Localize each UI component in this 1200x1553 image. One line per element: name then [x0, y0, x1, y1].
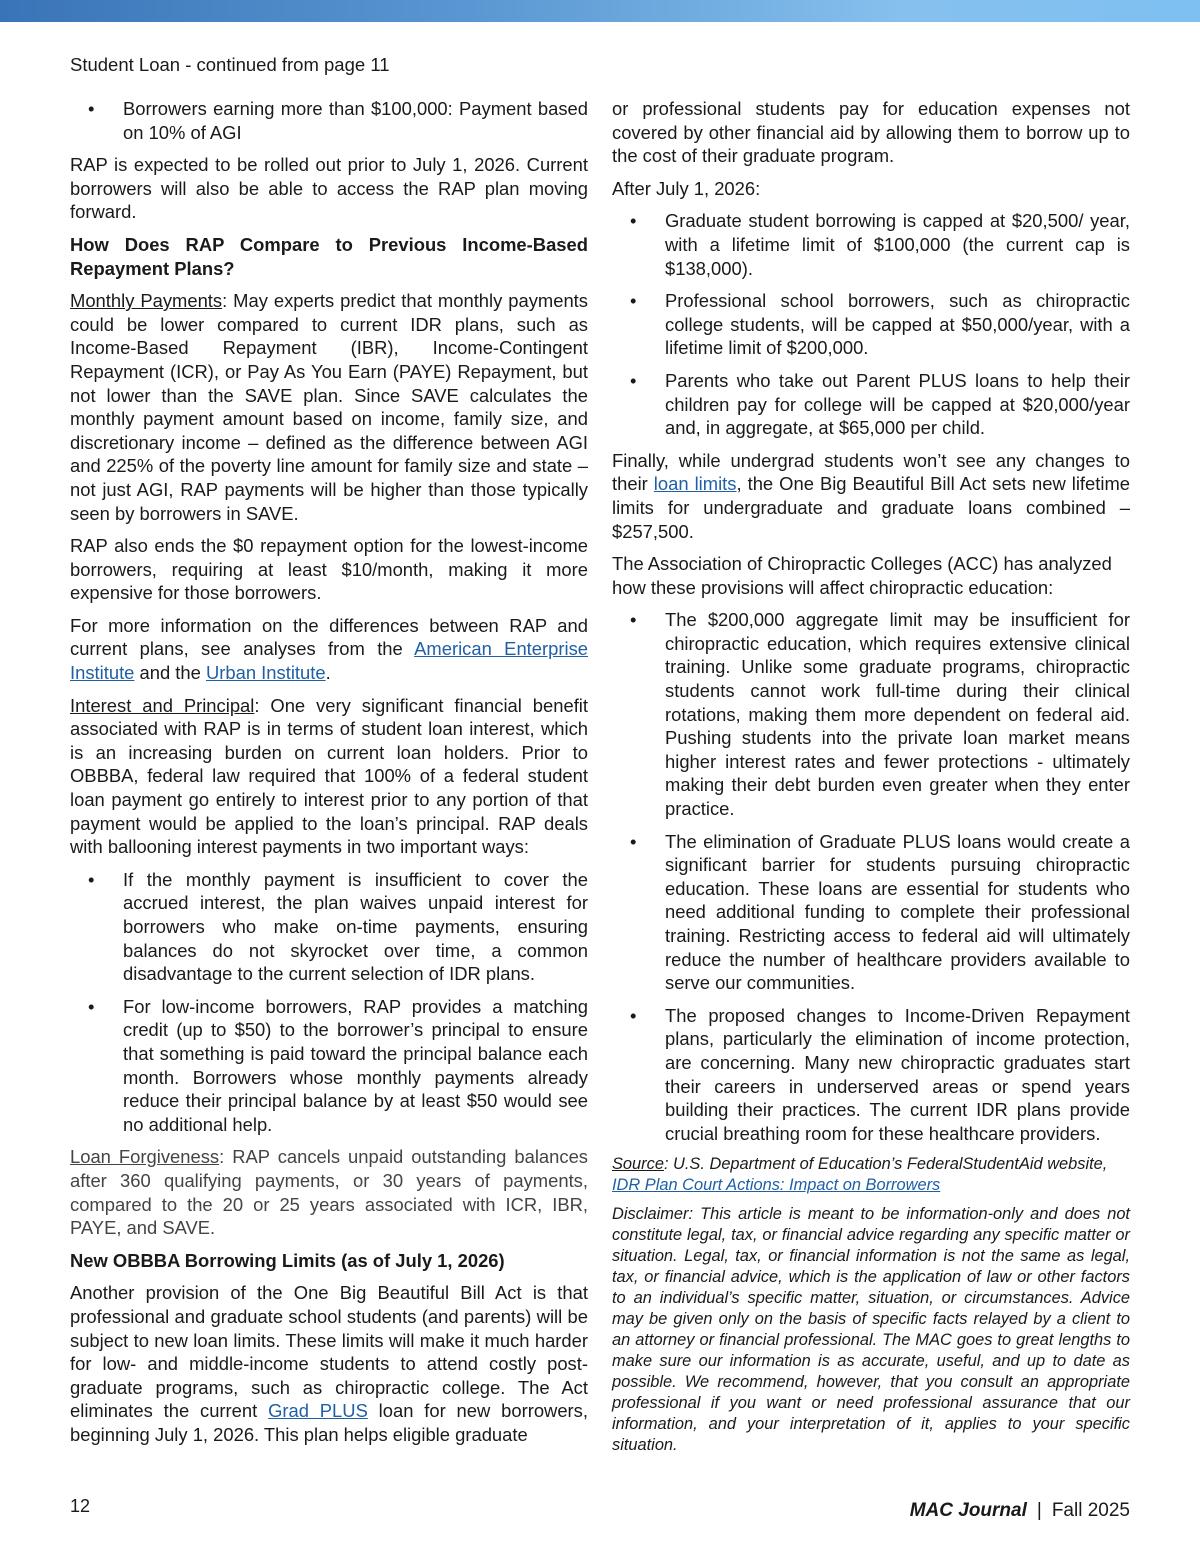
subheading: Monthly Payments: [70, 290, 223, 312]
source-link[interactable]: IDR Plan Court Actions: Impact on Borrowers: [612, 1176, 941, 1195]
list-item: • Parents who take out Parent PLUS loans to help their children pay for college will be capped at $20,000/year and, in aggregate, at $65,000 per child.: [665, 369, 1130, 440]
paragraph: [70, 1145, 588, 1239]
text: : U.S. Department of Education’s FederalStudentAid website,: [663, 1155, 1108, 1174]
paragraph: RAP is expected to be rolled out prior to July 1, 2026. Current borrowers will also be able to access the RAP plan moving forward.: [70, 154, 588, 223]
text: : RAP cancels unpaid outstanding balances after 360 qualifying payments, or 30 years of payments, compared to the 20 or 25 years associated with ICR, IBR, PAYE, and SAVE.: [70, 1146, 588, 1239]
list-item: • For low-income borrowers, RAP provides a matching credit (up to $50) to the borrower’s principal to ensure that something is paid toward the principal balance each month. Borrowers whose monthly payments already reduce their principal balance by at least $50 would see no additional help.: [123, 995, 588, 1137]
source-label: Source: [612, 1155, 664, 1174]
subheading: Interest and Principal: [70, 694, 255, 716]
paragraph: [70, 614, 588, 685]
list-item: • The $200,000 aggregate limit may be insufficient for chiropractic education, which requires extensive clinical training. Unlike some graduate programs, chiropractic students cannot work full-time during their clinical rotations, making them more dependent on federal aid. Pushing students into the private loan market means higher interest rates and fewer protections - ultimately making their debt burden even greater when they enter practice.: [665, 608, 1130, 820]
paragraph: After July 1, 2026:: [612, 177, 761, 199]
list-item: • The elimination of Graduate PLUS loans would create a significant barrier for students pursuing chiropractic education. These loans are essential for students who need additional funding to complete their professional training. Restricting access to federal aid will ultimately reduce the number of healthcare providers available to serve our communities.: [665, 830, 1130, 995]
link-aei[interactable]: American Enterprise Institute: [70, 638, 588, 684]
text: Finally, while undergrad students won’t see any changes to their: [612, 449, 1130, 495]
link-loan-limits[interactable]: loan limits: [653, 473, 737, 495]
paragraph: or professional students pay for education expenses not covered by other financial aid by allowing them to borrow up to the cost of their graduate program.: [612, 98, 1130, 167]
text: and the: [134, 662, 206, 684]
right-column: [612, 97, 1130, 1456]
bullet-list: [70, 97, 588, 144]
page-number: 12: [70, 1496, 91, 1516]
journal-name: MAC Journal: [909, 1500, 1027, 1521]
subheading: Loan Forgiveness: [70, 1146, 220, 1168]
bullet-list: [70, 868, 588, 1137]
text: : One very significant financial benefit associated with RAP is in terms of student loan interest, which is an increasing burden on current loan holders. Prior to OBBBA, federal law required that 100% of a federal student loan payment go entirely to interest prior to any portion of that payment would be applied to the loan’s principal. RAP deals with ballooning interest payments in two important ways:: [70, 694, 589, 858]
paragraph: [70, 694, 588, 859]
section-heading: How Does RAP Compare to Previous Income-Based Repayment Plans?: [70, 233, 588, 279]
list-item: • The proposed changes to Income-Driven Repayment plans, particularly the elimination of income protection, are concerning. Many new chiropractic graduates start their careers in underserved areas or spend years building their practices. The current IDR plans provide crucial breathing room for these healthcare providers.: [665, 1004, 1130, 1146]
text: For more information on the differences between RAP and current plans, see analyses from the: [70, 614, 588, 660]
text: Another provision of the One Big Beautiful Bill Act is that professional and graduate school students (and parents) will be subject to new loan limits. These limits will make it much harder for low- and middle-income students to attend costly post-graduate programs, such as chiropractic college. The Act eliminates the current: [70, 1282, 588, 1422]
header-banner: [0, 0, 1200, 22]
list-item: • Professional school borrowers, such as chiropractic college students, will be capped at $50,000/year, with a lifetime limit of $200,000.: [665, 289, 1130, 360]
paragraph: [612, 449, 1130, 543]
left-column: [70, 97, 588, 1455]
paragraph: [70, 289, 588, 525]
footer-publication: [910, 1500, 1130, 1522]
bullet-list: [612, 608, 1130, 1145]
paragraph: The Association of Chiropractic Colleges (ACC) has analyzed how these provisions will affect chiropractic education:: [612, 553, 1112, 598]
list-item: • Borrowers earning more than $100,000: Payment based on 10% of AGI: [123, 97, 588, 144]
separator: |: [1036, 1500, 1042, 1521]
text: loan for new borrowers, beginning July 1, 2026. This plan helps eligible graduate: [70, 1400, 588, 1445]
section-heading: New OBBBA Borrowing Limits (as of July 1, 2026): [70, 1249, 505, 1271]
disclaimer: Disclaimer: This article is meant to be information-only and does not constitute legal, tax, or financial advice regarding any specific matter or situation. Legal, tax, or financial information is not the same as legal, tax, or financial advice, which is the application of law or other factors to an individual’s specific matter, situation, or circumstances. Advice may be given only on the basis of specific facts relayed by a client to an attorney or financial professional. The MAC goes to great lengths to make sure our information is as accurate, useful, and up to date as possible. We recommend, however, that you consult an appropriate professional if you want or need professional assurance that our information, and your interpretation of it, applies to your specific situation.: [612, 1205, 1130, 1455]
paragraph: RAP also ends the $0 repayment option for the lowest-income borrowers, requiring at least $10/month, making it more expensive for those borrowers.: [70, 535, 588, 604]
text: , the One Big Beautiful Bill Act sets new lifetime limits for undergraduate and graduate loans combined – $257,500.: [612, 473, 1130, 542]
link-urban-institute[interactable]: Urban Institute: [205, 662, 326, 684]
list-item: • Graduate student borrowing is capped at $20,500/ year, with a lifetime limit of $100,000 (the current cap is $138,000).: [665, 209, 1130, 280]
list-item: • If the monthly payment is insufficient to cover the accrued interest, the plan waives unpaid interest for borrowers who make on-time payments, ensuring balances do not skyrocket over time, a common disadvantage to the current selection of IDR plans.: [123, 868, 588, 986]
issue: Fall 2025: [1051, 1500, 1130, 1521]
text: : May experts predict that monthly payments could be lower compared to current IDR plans, such as Income-Based Repayment (IBR), Income-Contingent Repayment (ICR), or Pay As You Earn (PAYE) Repayment, but not lower than the SAVE plan. Since SAVE calculates the monthly payment amount based on income, family size, and discretionary income – defined as the difference between AGI and 225% of the poverty line amount for family size and state – not just AGI, RAP payments will be higher than those typically seen by borrowers in SAVE.: [70, 290, 588, 524]
link-grad-plus[interactable]: Grad PLUS: [268, 1400, 368, 1422]
source-citation: [612, 1154, 1130, 1196]
text: .: [325, 662, 331, 684]
paragraph: [70, 1281, 588, 1446]
continued-note: Student Loan - continued from page 11: [70, 54, 390, 75]
bullet-list: [612, 209, 1130, 439]
